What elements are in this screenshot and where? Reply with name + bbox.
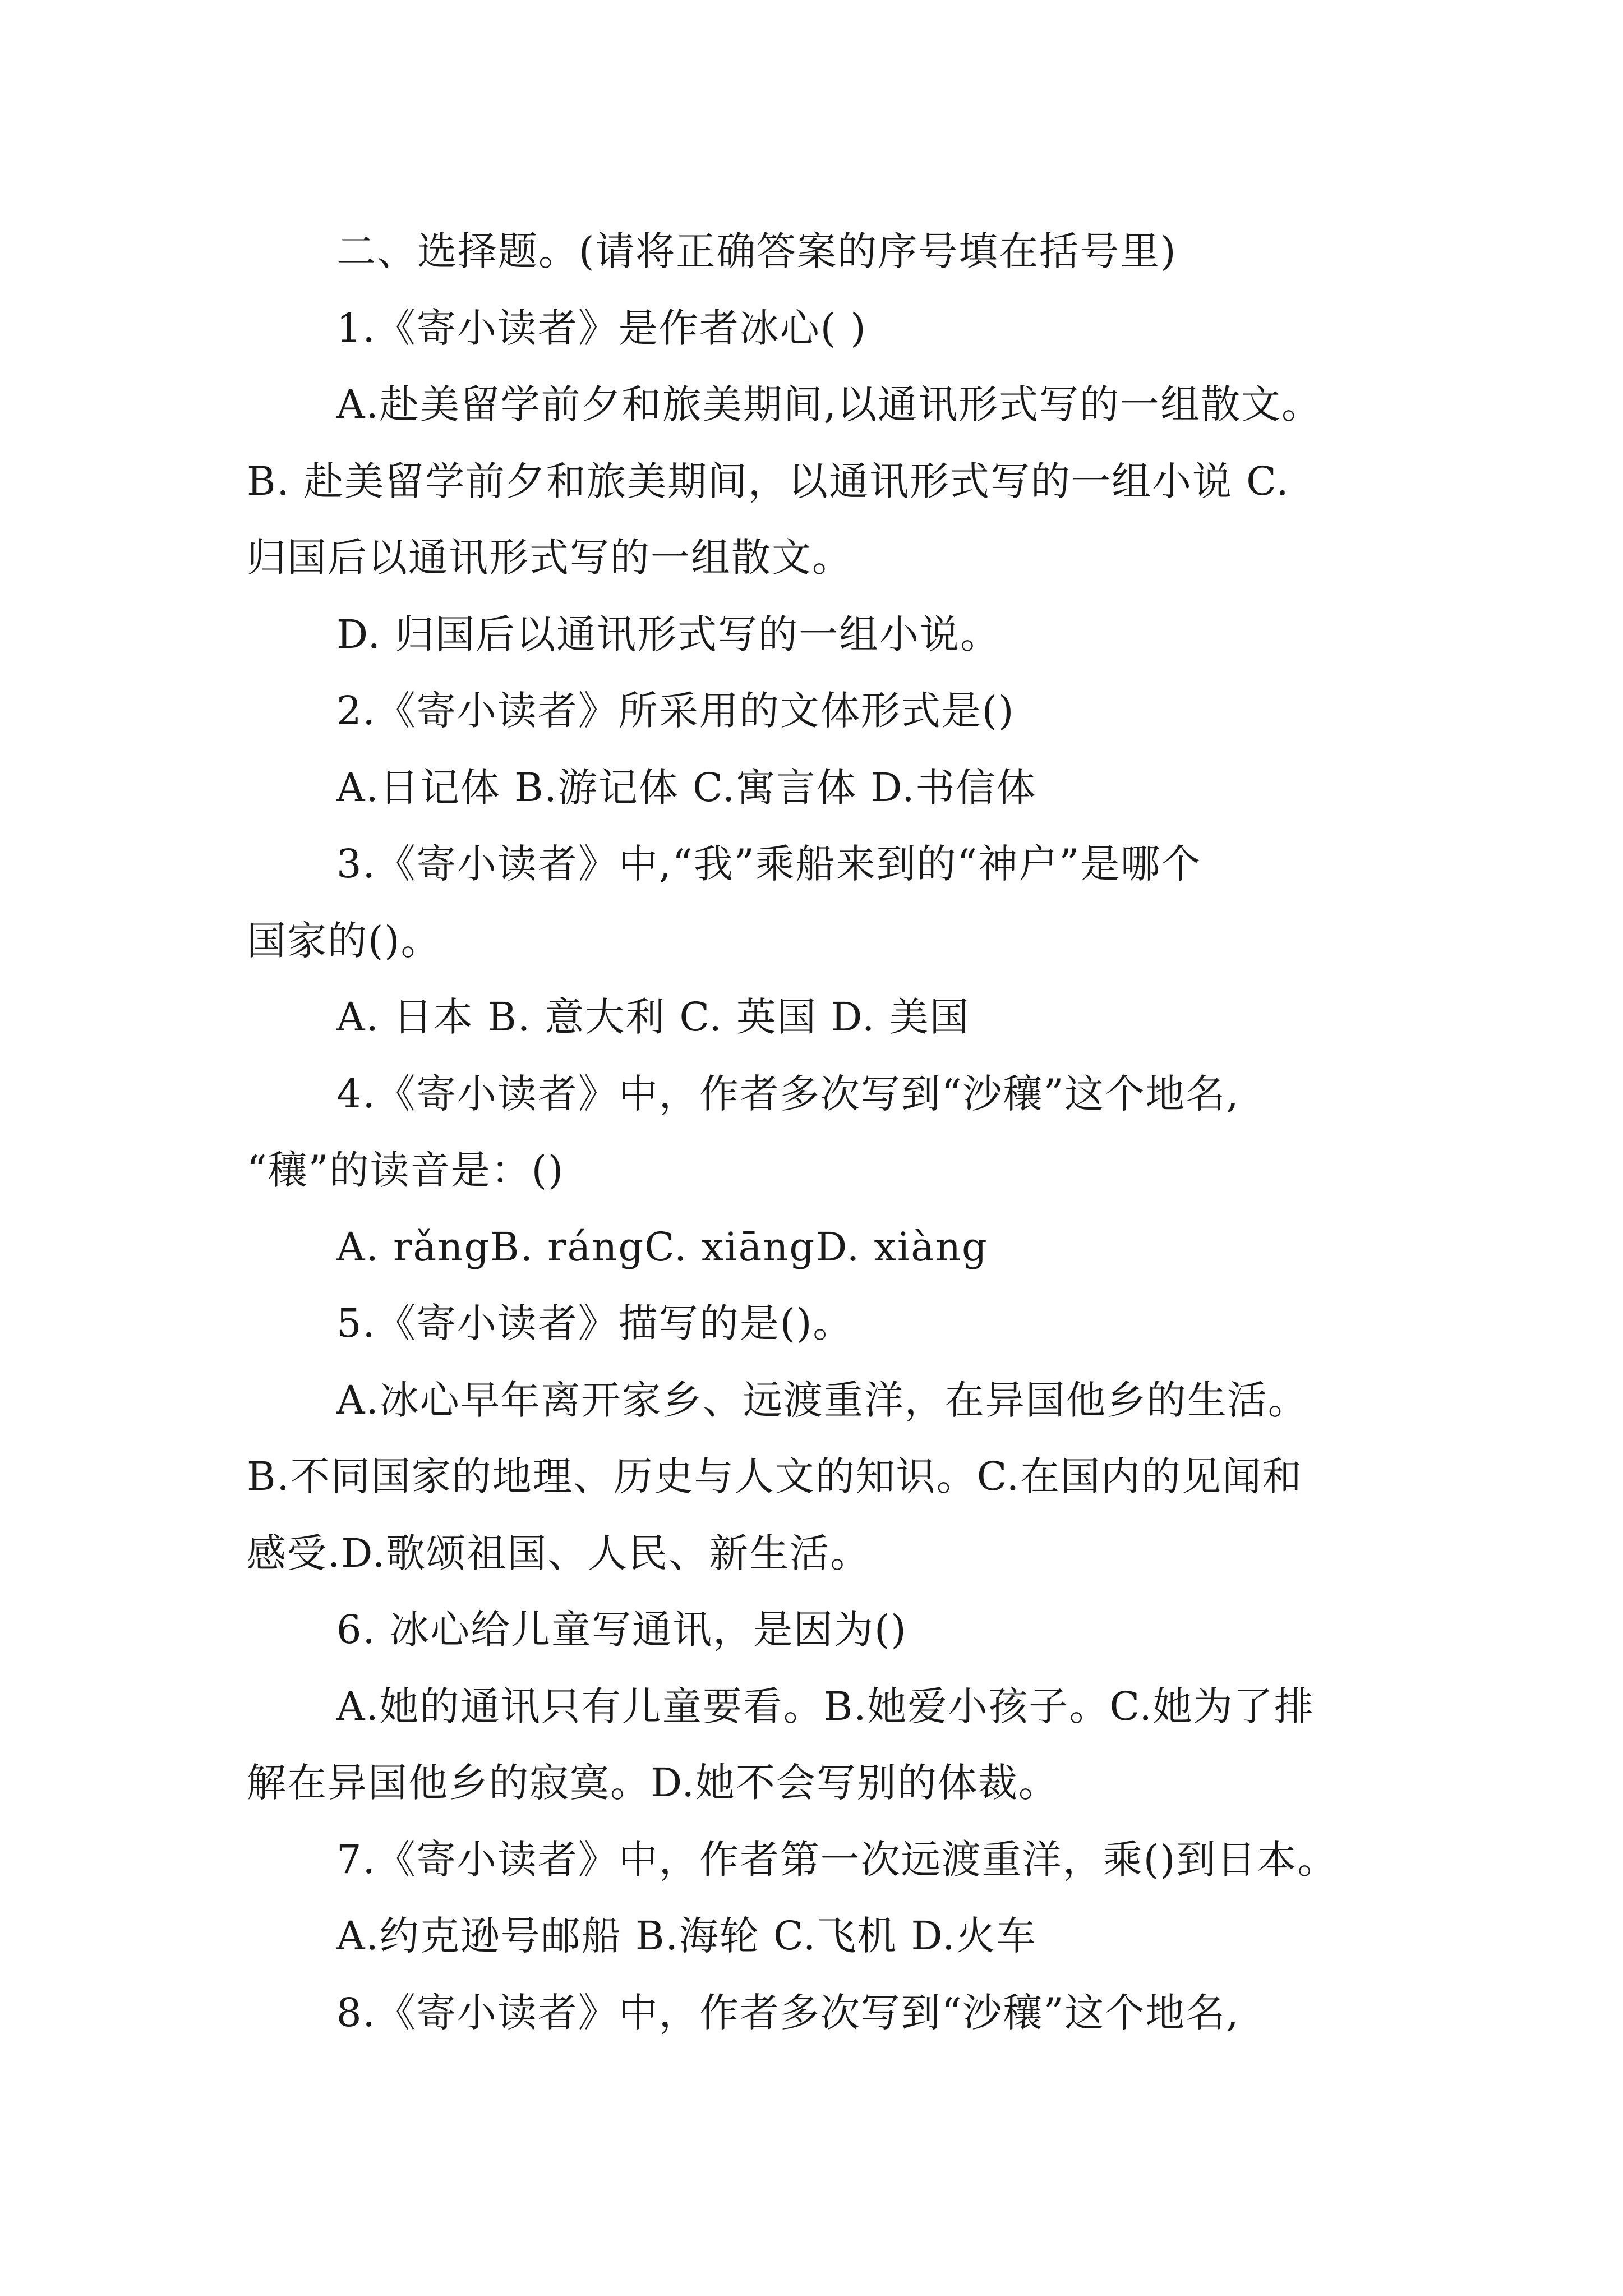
text-line: A. rǎngB. rángC. xiāngD. xiàng <box>336 1223 988 1270</box>
text-line: 6. 冰心给儿童写通讯，是因为() <box>336 1607 907 1653</box>
text-line: B.不同国家的地理、历史与人文的知识。C.在国内的见闻和 <box>247 1453 1303 1499</box>
text-line: 归国后以通讯形式写的一组散文。 <box>247 535 852 581</box>
text-line: 解在异国他乡的寂寞。D.她不会写别的体裁。 <box>247 1760 1059 1806</box>
text-line: 2.《寄小读者》所采用的文体形式是() <box>336 688 1015 734</box>
text-line: A.约克逊号邮船 B.海轮 C.飞机 D.火车 <box>336 1913 1037 1959</box>
text-line: 国家的()。 <box>247 917 441 964</box>
text-line: 3.《寄小读者》中,“我”乘船来到的“神户”是哪个 <box>336 841 1202 887</box>
text-line: A.她的通讯只有儿童要看。B.她爱小孩子。C.她为了排 <box>336 1683 1315 1729</box>
document-body <box>247 213 1424 2051</box>
text-line: A.日记体 B.游记体 C.寓言体 D.书信体 <box>336 764 1037 811</box>
text-line: B. 赴美留学前夕和旅美期间，以通讯形式写的一组小说 C. <box>247 458 1290 504</box>
text-line: 1.《寄小读者》是作者冰心( ) <box>336 305 867 351</box>
text-line: 感受.D.歌颂祖国、人民、新生活。 <box>247 1530 871 1576</box>
text-line: 7.《寄小读者》中，作者第一次远渡重洋，乘()到日本。 <box>336 1836 1338 1883</box>
text-line: A.赴美留学前夕和旅美期间,以通讯形式写的一组散文。 <box>336 381 1322 427</box>
text-line: 二、选择题。(请将正确答案的序号填在括号里) <box>336 228 1177 274</box>
text-line: 4.《寄小读者》中，作者多次写到“沙穰”这个地名, <box>336 1070 1240 1117</box>
text-line: A. 日本 B. 意大利 C. 英国 D. 美国 <box>336 994 970 1040</box>
text-line: “穰”的读音是：() <box>247 1147 565 1193</box>
text-line: A.冰心早年离开家乡、远渡重洋，在异国他乡的生活。 <box>336 1377 1308 1423</box>
text-line: 8.《寄小读者》中，作者多次写到“沙穰”这个地名, <box>336 1989 1240 2036</box>
text-line: D. 归国后以通讯形式写的一组小说。 <box>336 611 1001 657</box>
text-line: 5.《寄小读者》描写的是()。 <box>336 1300 854 1346</box>
